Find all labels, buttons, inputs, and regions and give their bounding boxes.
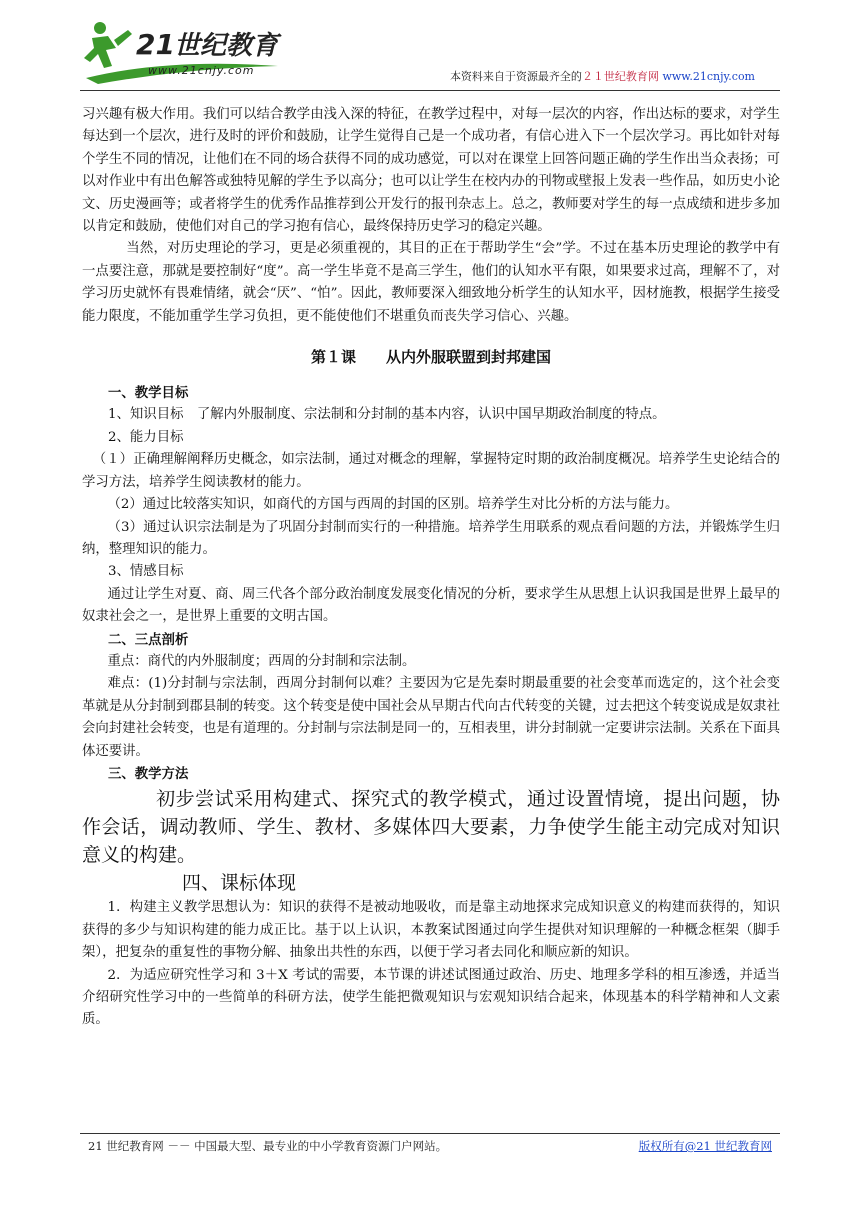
- goal-ability: 2、能力目标: [108, 429, 184, 445]
- key-points: 重点：商代的内外服制度；西周的分封制和宗法制。: [107, 653, 416, 669]
- section-heading-goals: 一、教学目标: [108, 385, 189, 402]
- section-heading-method: 三、教学方法: [108, 765, 189, 782]
- goal-knowledge: 1、知识目标 了解内外服制度、宗法制和分封制的基本内容，认识中国早期政治制度的特点。: [108, 407, 666, 423]
- page-header: [0, 0, 860, 100]
- logo-runner-icon: [78, 18, 308, 86]
- svg-text:世纪教育: 世纪教育: [174, 31, 279, 61]
- section-heading-standards: 四、课标体现: [182, 872, 297, 895]
- document-body: [82, 104, 780, 1032]
- footer-copyright-link[interactable]: 版权所有@21 世纪教育网: [638, 1139, 772, 1153]
- header-source-note: [450, 68, 755, 84]
- standard-item-2: 2．为适应研究性学习和 3＋X 考试的需要，本节课的讲述试图通过政治、历史、地理多学科的相互渗透，并适当介绍研究性学习中的一些简单的科研方法，使学生能把微观知识与宏观知识结合起来，体现基本的科学精神和人文素质。: [82, 967, 780, 1028]
- ability-item-1: （１）正确理解阐释历史概念，如宗法制，通过对概念的理解，掌握特定时期的政治制度概况。培养学生史论结合的学习方法，培养学生阅读教材的能力。: [82, 452, 780, 490]
- ability-item-2: （2）通过比较落实知识，如商代的方国与西周的封国的区别。培养学生对比分析的方法与能力。: [107, 497, 679, 513]
- method-text: 初步尝试采用构建式、探究式的教学模式，通过设置情境，提出问题，协作会话，调动教师、学生、教材、多媒体四大要素，力争使学生能主动完成对知识意义的构建。: [82, 788, 780, 867]
- footer-site-description: 21 世纪教育网 －－ 中国最大型、最专业的中小学教育资源门户网站。: [88, 1139, 448, 1153]
- standard-item-1: 1．构建主义教学思想认为：知识的获得不是被动地吸收，而是靠主动地探求完成知识意义的构建而获得的，知识获得的多少与知识构建的能力成正比。基于以上认识，本教案试图通过向学生提供对知识理解的一种概念框架（脚手架），把复杂的重复性的事物分解、抽象出共性的东西，以便于学习者去同化和顺应新的知识。: [82, 900, 780, 961]
- paragraph-continuation: 习兴趣有极大作用。我们可以结合教学由浅入深的特征，在教学过程中，对每一层次的内容，作出达标的要求，对学生每达到一个层次，进行及时的评价和鼓励，让学生觉得自己是一个成功者，有信心进入下一个层次学习。再比如针对每个学生不同的情况，让他们在不同的场合获得不同的成功感觉，可以对在课堂上回答问题正确的学生作出当众表扬；可以对作业中有出色解答或独特见解的学生予以高分；也可以让学生在校内办的刊物或壁报上发表一些作品，如历史小论文、历史漫画等；或者将学生的优秀作品推荐到公开发行的报刊杂志上。总之，教师要对学生的每一点成绩和进步多加以肯定和鼓励，使他们对自己的学习抱有信心，最终保持历史学习的稳定兴趣。: [82, 107, 780, 235]
- difficulty-text: 难点：(1)分封制与宗法制，西周分封制何以难？主要因为它是先秦时期最重要的社会变革而选定的，这个社会变革就是从分封制到郡县制的转变。这个转变是使中国社会从早期古代向古代转变的关键，过去把这个转变说成是奴隶社会向封建社会转变，也是有道理的。分封制与宗法制是同一的，互相表里，讲分封制就一定要讲宗法制。关系在下面具体还要讲。: [82, 676, 780, 759]
- goal-emotion: 3、情感目标: [108, 564, 184, 580]
- ability-item-3: （3）通过认识宗法制是为了巩固分封制而实行的一种措施。培养学生用联系的观点看问题的方法，并锻炼学生归纳，整理知识的能力。: [82, 519, 780, 557]
- header-note-prefix: 本资料来自于资源最齐全的: [449, 70, 582, 83]
- header-note-brand: ２１世纪教育网: [581, 70, 659, 83]
- paragraph-theory: 当然，对历史理论的学习，更是必须重视的，其目的正在于帮助学生“会”学。不过在基本历史理论的教学中有一点要注意，那就是要控制好“度”。高一学生毕竟不是高三学生，他们的认知水平有限，如果要求过高，理解不了，对学习历史就怀有畏难情绪，就会“厌”、“怕”。因此，教师要深入细致地分析学生的认知水平，因材施教，根据学生接受能力限度，不能加重学生学习负担，更不能使他们不堪重负而丧失学习信心、兴趣。: [82, 241, 780, 324]
- header-note-url[interactable]: www.21cnjy.com: [662, 70, 755, 83]
- header-divider: [80, 90, 780, 91]
- lesson-title: 第１课 从内外服联盟到封邦建国: [310, 348, 551, 367]
- footer-divider: [80, 1133, 780, 1134]
- site-logo[interactable]: [78, 18, 308, 86]
- svg-text:21: 21: [136, 28, 175, 61]
- svg-text:www.21cnjy.com: www.21cnjy.com: [148, 64, 255, 77]
- section-heading-analysis: 二、三点剖析: [108, 631, 189, 648]
- emotion-text: 通过让学生对夏、商、周三代各个部分政治制度发展变化情况的分析，要求学生从思想上认识我国是世界上最早的奴隶社会之一，是世界上重要的文明古国。: [82, 586, 780, 625]
